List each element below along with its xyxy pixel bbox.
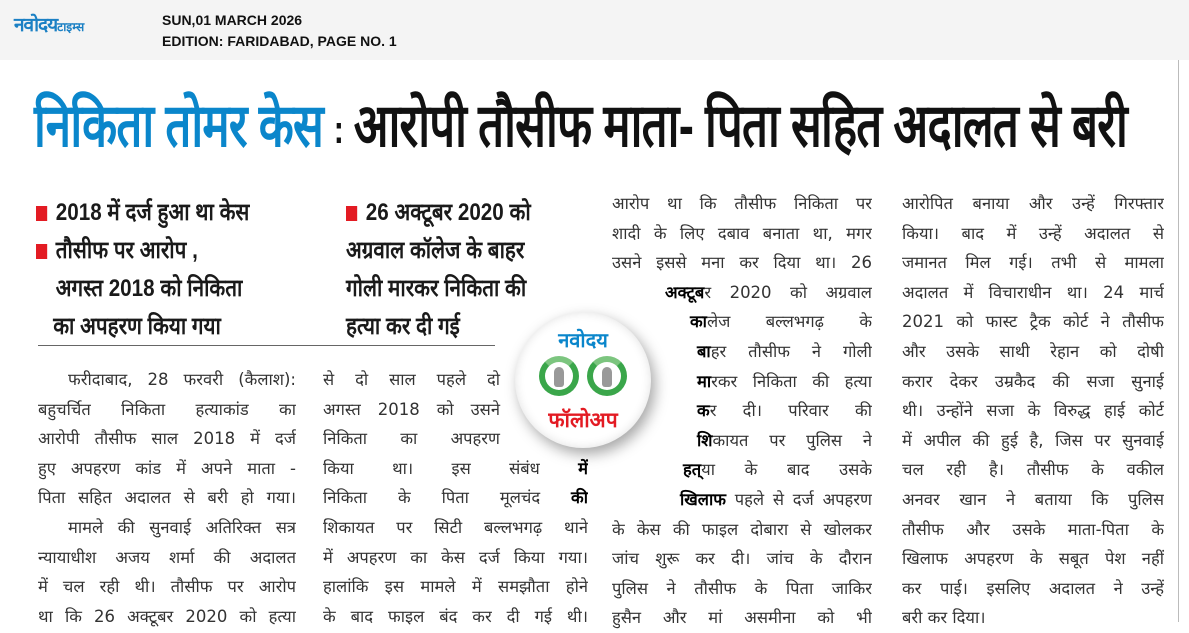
- bullet-square-icon: [36, 206, 47, 221]
- line-text: अदालत में विचाराधीन था। 24 मार्च: [902, 282, 1164, 302]
- line-text: शादी के लिए दबाव बनाता था, मगर: [612, 223, 872, 243]
- text-line: [902, 367, 1164, 397]
- article-column-3: [612, 189, 872, 633]
- line-text: में चल रही थी। तौसीफ पर आरोप: [38, 577, 296, 597]
- highlight-line: [36, 308, 249, 346]
- line-text: करार देकर उम्रकैद की सजा सुनाई: [902, 371, 1164, 391]
- text-line: [38, 513, 296, 543]
- text-line: [323, 572, 588, 602]
- headline-kicker: निकिता तोमर केस: [34, 92, 324, 159]
- followup-badge: [515, 312, 651, 448]
- line-text: किया था। इस संबंध: [323, 458, 579, 478]
- bold-lead: क: [697, 401, 710, 421]
- text-line: [612, 574, 872, 604]
- text-line: [902, 603, 1164, 633]
- recycle-figure-icon: [539, 356, 579, 396]
- line-text: बरी कर दिया।: [902, 608, 986, 628]
- text-line: [38, 454, 296, 484]
- badge-title: नवोदय: [558, 328, 608, 352]
- edition-info: [162, 10, 397, 52]
- badge-subtitle: फॉलोअप: [548, 408, 618, 432]
- text-line: [323, 454, 588, 484]
- bold-tail: की: [571, 488, 588, 508]
- text-line: [38, 572, 296, 602]
- text-line: [323, 483, 588, 513]
- highlight-text: 26 अक्टूबर 2020 को: [365, 199, 531, 226]
- text-line: [612, 485, 872, 515]
- line-text: पिता सहित अदालत से बरी हो गया।: [38, 488, 296, 508]
- line-text: हर तौसीफ ने गोली: [710, 341, 872, 361]
- line-text: और उसके साथी रेहान को दोषी: [902, 341, 1164, 361]
- logo-main: नवोदय: [14, 14, 58, 36]
- text-line: [612, 603, 872, 633]
- line-text: से दो साल पहले दो: [323, 370, 500, 389]
- text-line: [612, 307, 872, 337]
- line-text: चल रही है। तौसीफ के वकील: [902, 460, 1164, 480]
- line-text: में अपील की हुई है, जिस पर सुनवाई: [902, 430, 1164, 450]
- text-line: [612, 219, 872, 249]
- highlight-line: [346, 270, 531, 308]
- line-text: निकिता के पिता मूलचंद: [323, 488, 572, 508]
- text-line: [323, 602, 588, 632]
- highlight-text: अगस्त 2018 को निकिता: [55, 275, 243, 302]
- line-text: खिलाफ अपहरण के सबूत पेश नहीं: [902, 549, 1164, 569]
- highlights-left: [36, 194, 284, 346]
- text-line: [38, 365, 296, 395]
- bold-lead: मा: [697, 371, 712, 391]
- line-text: अगस्त 2018 को उसने: [323, 399, 500, 419]
- line-text: आरोपी तौसीफ साल 2018 में दर्ज: [38, 429, 296, 449]
- line-text: आरोप था कि तौसीफ निकिता पर: [612, 194, 872, 213]
- line-text: र 2020 को अग्रवाल: [704, 282, 872, 302]
- line-text: मामले की सुनवाई अतिरिक्त सत्र: [68, 517, 296, 537]
- text-line: [323, 543, 588, 573]
- bold-lead: शि: [697, 430, 713, 450]
- column-rule: [1178, 60, 1179, 622]
- bold-lead: बा: [697, 341, 711, 361]
- bullet-square-icon: [36, 244, 47, 259]
- bullet-square-icon: [346, 206, 357, 221]
- highlights-right: [346, 194, 561, 346]
- text-line: [612, 189, 872, 219]
- line-text: रकर निकिता की हत्या: [711, 371, 872, 391]
- line-text: थी। उन्होंने सजा के विरुद्ध हाई कोर्ट: [902, 401, 1164, 421]
- article-column-4: [902, 189, 1164, 633]
- text-line: [902, 396, 1164, 426]
- bold-lead: अक्टूब: [665, 282, 705, 302]
- line-text: फरीदाबाद, 28 फरवरी (कैलाश):: [68, 370, 296, 389]
- line-text: किया। बाद में उन्हें अदालत से: [902, 223, 1164, 243]
- line-text: के केस की फाइल दोबारा से खोलकर: [612, 519, 872, 539]
- line-text: कायत पर पुलिस ने: [712, 430, 872, 450]
- text-line: [612, 396, 872, 426]
- text-line: [902, 515, 1164, 545]
- text-line: [902, 189, 1164, 219]
- highlight-text: 2018 में दर्ज हुआ था केस: [55, 199, 250, 226]
- text-line: [323, 513, 588, 543]
- issue-date: SUN,01 MARCH 2026: [162, 12, 303, 28]
- text-line: [902, 485, 1164, 515]
- newspaper-logo[interactable]: [14, 11, 84, 37]
- highlight-text: अग्रवाल कॉलेज के बाहर: [346, 237, 525, 264]
- text-line: [902, 248, 1164, 278]
- bold-lead: खिलाफ: [680, 489, 726, 509]
- edition-page: EDITION: FARIDABAD, PAGE NO. 1: [162, 33, 397, 49]
- text-line: [612, 248, 872, 278]
- highlight-line: [346, 194, 531, 232]
- line-text: र दी। परिवार की: [709, 401, 872, 421]
- headline-separator: :: [333, 107, 344, 152]
- line-text: या के बाद उसके: [701, 460, 872, 480]
- line-text: के बाद फाइल बंद कर दी गई थी।: [323, 606, 588, 626]
- line-text: हालांकि इस मामले में समझौता होने: [323, 577, 588, 597]
- text-line: [902, 307, 1164, 337]
- headline: [34, 82, 1127, 164]
- text-line: [38, 424, 296, 454]
- text-line: [612, 426, 872, 456]
- line-text: अनवर खान ने बताया कि पुलिस: [902, 489, 1164, 509]
- line-text: जमानत मिल गई। तभी से मामला: [902, 253, 1164, 273]
- line-text: था कि 26 अक्टूबर 2020 को हत्या: [38, 606, 296, 626]
- text-line: [612, 367, 872, 397]
- text-line: [38, 543, 296, 573]
- text-line: [902, 574, 1164, 604]
- line-text: हुए अपहरण कांड में अपने माता -: [38, 458, 296, 478]
- text-line: [612, 515, 872, 545]
- text-line: [38, 483, 296, 513]
- line-text: आरोपित बनाया और उन्हें गिरफ्तार: [902, 194, 1164, 213]
- line-text: पुलिस ने तौसीफ के पिता जाकिर: [612, 578, 872, 598]
- headline-main: आरोपी तौसीफ माता- पिता सहित अदालत से बरी: [353, 92, 1128, 159]
- highlight-text: हत्या कर दी गई: [346, 313, 460, 340]
- line-text: उसने इससे मना कर दिया था। 26: [612, 253, 872, 273]
- highlight-line: [36, 270, 249, 308]
- text-line: [612, 455, 872, 485]
- text-line: [902, 455, 1164, 485]
- line-text: निकिता का अपहरण: [323, 429, 500, 449]
- highlight-text: गोली मारकर निकिता की: [346, 275, 527, 302]
- highlight-line: [36, 232, 249, 270]
- line-text: 2021 को फास्ट ट्रैक कोर्ट ने तौसीफ: [902, 312, 1164, 332]
- text-line: [902, 426, 1164, 456]
- line-text: में अपहरण का केस दर्ज किया गया।: [323, 547, 588, 567]
- line-text: बहुचर्चित निकिता हत्याकांड का: [38, 399, 296, 419]
- text-line: [38, 602, 296, 632]
- highlight-text: तौसीफ पर आरोप ,: [55, 237, 198, 264]
- highlight-line: [346, 308, 531, 346]
- article-column-1: [38, 365, 296, 631]
- bold-lead: हत्: [683, 460, 702, 480]
- page-header: [0, 0, 1189, 60]
- logo-sub: टाइम्स: [57, 20, 85, 34]
- text-line: [612, 278, 872, 308]
- highlight-line: [346, 232, 531, 270]
- line-text: लेज बल्लभगढ़ के: [706, 312, 872, 332]
- bold-tail: में: [578, 458, 588, 478]
- line-text: तौसीफ और उसके माता-पिता के: [902, 519, 1164, 539]
- text-line: [902, 278, 1164, 308]
- line-text: हुसैन और मां असमीना को भी: [612, 608, 872, 628]
- text-line: [902, 544, 1164, 574]
- line-text: कर पाई। इसलिए अदालत ने उन्हें: [902, 578, 1164, 598]
- text-line: [612, 337, 872, 367]
- highlight-text: का अपहरण किया गया: [53, 313, 221, 340]
- line-text: शिकायत पर सिटी बल्लभगढ़ थाने: [323, 517, 588, 537]
- text-line: [38, 395, 296, 425]
- bold-lead: का: [690, 312, 707, 332]
- text-line: [612, 544, 872, 574]
- line-text: पहले से दर्ज अपहरण: [725, 489, 872, 509]
- text-line: [902, 219, 1164, 249]
- line-text: न्यायाधीश अजय शर्मा की अदालत: [38, 547, 296, 567]
- divider: [38, 345, 495, 346]
- text-line: [902, 337, 1164, 367]
- line-text: जांच शुरू कर दी। जांच के दौरान: [612, 549, 872, 569]
- highlight-line: [36, 194, 249, 232]
- recycle-figure-icon: [587, 356, 627, 396]
